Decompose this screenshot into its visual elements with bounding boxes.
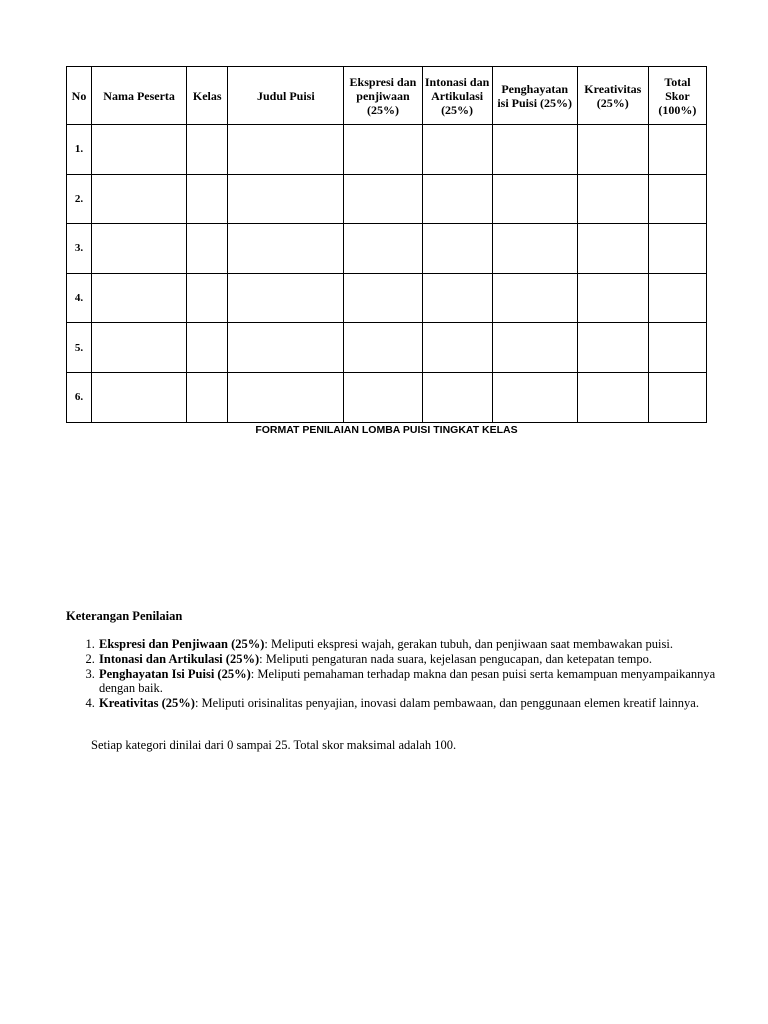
cell-nama-peserta[interactable] bbox=[92, 224, 187, 274]
list-item bbox=[98, 696, 738, 711]
cell-kreativitas[interactable] bbox=[577, 273, 648, 323]
header-kelas: Kelas bbox=[187, 67, 228, 125]
list-item bbox=[98, 667, 738, 697]
table-row bbox=[67, 323, 707, 373]
cell-intonasi[interactable] bbox=[422, 273, 492, 323]
table-row bbox=[67, 273, 707, 323]
cell-kelas[interactable] bbox=[187, 174, 228, 224]
header-penghayatan: Penghayatan isi Puisi (25%) bbox=[492, 67, 577, 125]
header-no: No bbox=[67, 67, 92, 125]
criterion-term: Ekspresi dan Penjiwaan (25%) bbox=[99, 637, 265, 651]
row-number: 6. bbox=[67, 372, 92, 422]
notes-heading: Keterangan Penilaian bbox=[66, 609, 183, 623]
cell-ekspresi[interactable] bbox=[344, 273, 422, 323]
cell-judul-puisi[interactable] bbox=[228, 125, 344, 175]
cell-kreativitas[interactable] bbox=[577, 323, 648, 373]
cell-nama-peserta[interactable] bbox=[92, 174, 187, 224]
header-total-skor: Total Skor (100%) bbox=[648, 67, 706, 125]
criterion-description: : Meliputi orisinalitas penyajian, inovasi dalam pembawaan, dan penggunaan elemen kreatif lainnya. bbox=[194, 696, 699, 711]
list-item bbox=[98, 637, 738, 652]
table-row bbox=[67, 372, 707, 422]
cell-total-skor[interactable] bbox=[648, 125, 706, 175]
cell-judul-puisi[interactable] bbox=[228, 224, 344, 274]
scoring-summary: Setiap kategori dinilai dari 0 sampai 25. Total skor maksimal adalah 100. bbox=[91, 738, 457, 752]
cell-penghayatan[interactable] bbox=[492, 174, 577, 224]
cell-nama-peserta[interactable] bbox=[92, 372, 187, 422]
list-item bbox=[98, 652, 738, 667]
row-number: 5. bbox=[67, 323, 92, 373]
cell-kreativitas[interactable] bbox=[577, 174, 648, 224]
cell-total-skor[interactable] bbox=[648, 224, 706, 274]
criterion-term: Penghayatan Isi Puisi (25%) bbox=[99, 666, 251, 681]
cell-nama-peserta[interactable] bbox=[92, 125, 187, 175]
cell-total-skor[interactable] bbox=[648, 372, 706, 422]
cell-intonasi[interactable] bbox=[422, 174, 492, 224]
cell-penghayatan[interactable] bbox=[492, 125, 577, 175]
cell-ekspresi[interactable] bbox=[344, 323, 422, 373]
cell-total-skor[interactable] bbox=[648, 273, 706, 323]
cell-intonasi[interactable] bbox=[422, 224, 492, 274]
cell-ekspresi[interactable] bbox=[344, 174, 422, 224]
row-number: 3. bbox=[67, 224, 92, 274]
header-nama-peserta: Nama Peserta bbox=[92, 67, 187, 125]
cell-intonasi[interactable] bbox=[422, 372, 492, 422]
cell-penghayatan[interactable] bbox=[492, 372, 577, 422]
cell-judul-puisi[interactable] bbox=[228, 174, 344, 224]
cell-judul-puisi[interactable] bbox=[228, 273, 344, 323]
header-judul-puisi: Judul Puisi bbox=[228, 67, 344, 125]
cell-kreativitas[interactable] bbox=[577, 372, 648, 422]
cell-nama-peserta[interactable] bbox=[92, 323, 187, 373]
cell-intonasi[interactable] bbox=[422, 323, 492, 373]
table-caption: FORMAT PENILAIAN LOMBA PUISI TINGKAT KELAS bbox=[255, 424, 518, 436]
criterion-term: Intonasi dan Artikulasi (25%) bbox=[99, 651, 260, 666]
row-number: 1. bbox=[67, 125, 92, 175]
table-row bbox=[67, 224, 707, 274]
cell-kreativitas[interactable] bbox=[577, 125, 648, 175]
cell-kreativitas[interactable] bbox=[577, 224, 648, 274]
cell-kelas[interactable] bbox=[187, 125, 228, 175]
cell-kelas[interactable] bbox=[187, 224, 228, 274]
header-ekspresi: Ekspresi dan penjiwaan (25%) bbox=[344, 67, 422, 125]
cell-kelas[interactable] bbox=[187, 372, 228, 422]
header-kreativitas: Kreativitas (25%) bbox=[577, 67, 648, 125]
cell-total-skor[interactable] bbox=[648, 323, 706, 373]
cell-penghayatan[interactable] bbox=[492, 323, 577, 373]
header-intonasi: Intonasi dan Artikulasi (25%) bbox=[422, 67, 492, 125]
row-number: 2. bbox=[67, 174, 92, 224]
cell-penghayatan[interactable] bbox=[492, 273, 577, 323]
criterion-description: : Meliputi pengaturan nada suara, kejelasan pengucapan, dan ketepatan tempo. bbox=[259, 651, 653, 666]
cell-penghayatan[interactable] bbox=[492, 224, 577, 274]
row-number: 4. bbox=[67, 273, 92, 323]
score-table bbox=[66, 66, 707, 423]
criterion-description: : Meliputi pemahaman terhadap makna dan pesan puisi serta kemampuan menyampaikannya dengan baik. bbox=[99, 666, 716, 696]
cell-total-skor[interactable] bbox=[648, 174, 706, 224]
cell-ekspresi[interactable] bbox=[344, 125, 422, 175]
criteria-list bbox=[66, 637, 738, 711]
cell-nama-peserta[interactable] bbox=[92, 273, 187, 323]
cell-intonasi[interactable] bbox=[422, 125, 492, 175]
criterion-term: Kreativitas (25%) bbox=[99, 696, 195, 711]
criterion-description: : Meliputi ekspresi wajah, gerakan tubuh, dan penjiwaan saat membawakan puisi. bbox=[264, 637, 673, 651]
table-row bbox=[67, 125, 707, 175]
table-row bbox=[67, 174, 707, 224]
cell-ekspresi[interactable] bbox=[344, 224, 422, 274]
cell-kelas[interactable] bbox=[187, 323, 228, 373]
cell-judul-puisi[interactable] bbox=[228, 323, 344, 373]
header-row bbox=[67, 67, 707, 125]
cell-judul-puisi[interactable] bbox=[228, 372, 344, 422]
cell-ekspresi[interactable] bbox=[344, 372, 422, 422]
cell-kelas[interactable] bbox=[187, 273, 228, 323]
